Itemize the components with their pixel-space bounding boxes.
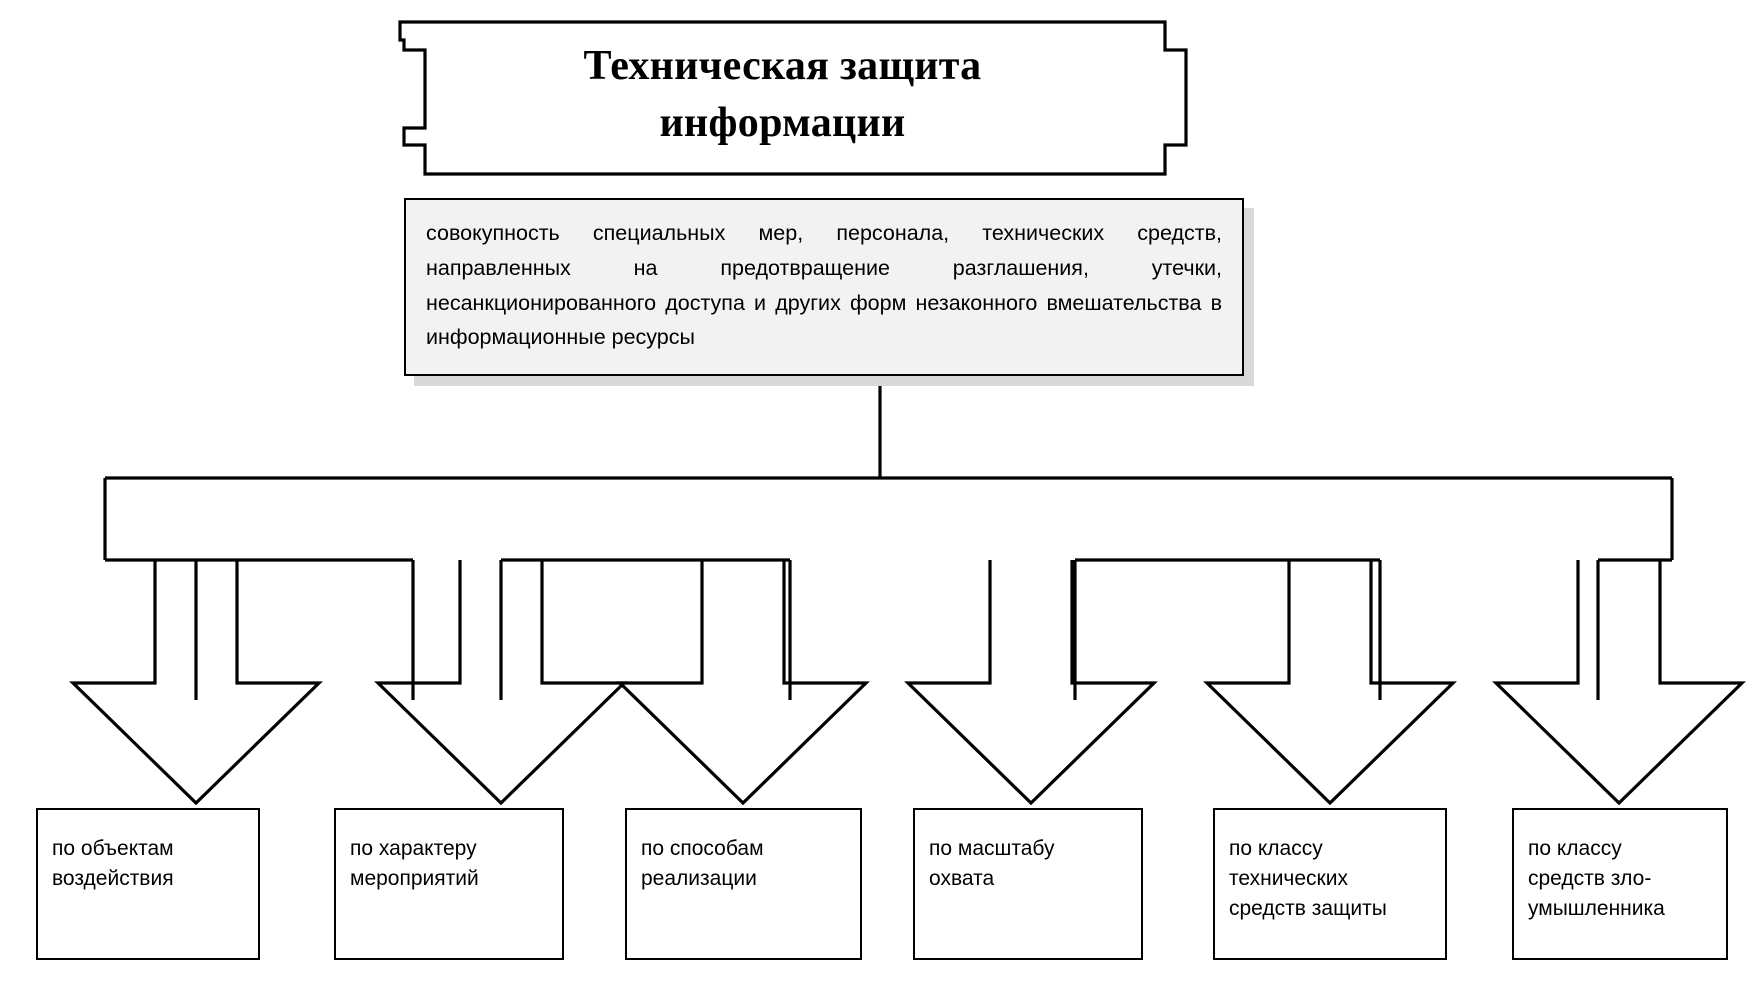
arrow-4 [908,560,1154,803]
arrow-5 [1207,560,1453,803]
branch-label-line2: реализации [641,866,757,890]
branch-box-objects [36,808,260,960]
branch-label-line1: по объектам [52,837,174,860]
arrow-6 [1496,560,1742,803]
definition-box [404,198,1244,376]
branch-label-line3: умышленника [1528,896,1665,920]
branch-label-line2: мероприятий [350,866,479,890]
diagram-title [400,22,1165,174]
branch-box-character [334,808,564,960]
arrow-3 [620,560,866,803]
branch-label-line2: охвата [929,866,995,890]
branch-box-tech-class [1213,808,1447,960]
branch-label-line1: по классу [1528,837,1622,860]
definition-text: совокупность специальных мер, персонала, технических средств, направленных на предотвращение разглашения, утечки, несанкционированного доступа и других форм незаконного вмешательства в информационные ресурсы [426,221,1222,350]
branch-label-line3: средств защиты [1229,896,1387,920]
branch-label-line1: по характеру [350,837,477,860]
branch-box-attacker-class [1512,808,1728,960]
branch-label-line2: технических [1229,866,1348,890]
branch-box-methods [625,808,862,960]
branch-label-line1: по способам [641,837,764,860]
branch-label-line2: средств зло- [1528,866,1652,890]
branch-label-line2: воздействия [52,866,174,890]
branch-box-scale [913,808,1143,960]
branch-label-line1: по масштабу [929,837,1055,860]
diagram-title-text: Техническая защита информации [583,43,982,146]
branch-label-line1: по классу [1229,837,1323,860]
